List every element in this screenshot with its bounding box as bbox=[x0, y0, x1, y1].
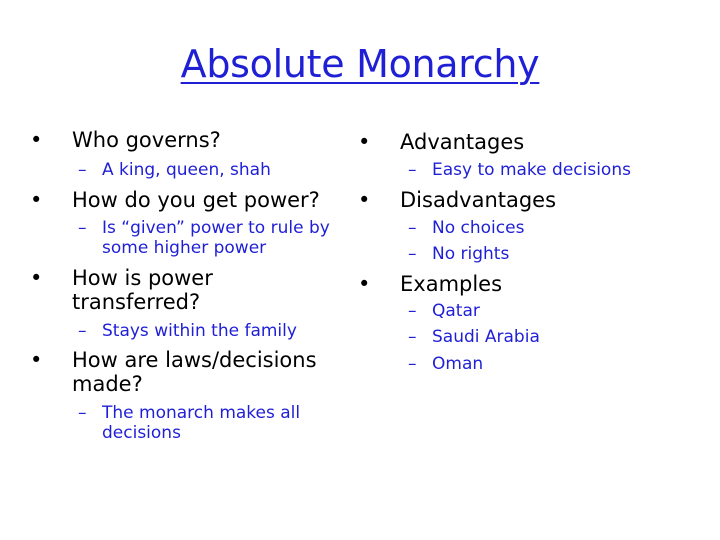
bullet-icon: • bbox=[30, 188, 43, 212]
question-text: How do you get power? bbox=[72, 188, 320, 212]
example-item bbox=[408, 354, 484, 374]
item-text: Qatar bbox=[432, 301, 480, 321]
question-text-line2: transferred? bbox=[72, 290, 201, 314]
item-text: Oman bbox=[432, 354, 484, 374]
example-item bbox=[408, 327, 540, 347]
answer-get-power bbox=[78, 218, 330, 258]
answer-text: Stays within the family bbox=[102, 321, 297, 341]
dash-icon: – bbox=[408, 327, 417, 347]
question-who-governs bbox=[30, 128, 221, 152]
answer-laws-made bbox=[78, 403, 301, 443]
dash-icon: – bbox=[78, 160, 87, 180]
bullet-icon: • bbox=[30, 128, 43, 152]
answer-who-governs bbox=[78, 160, 271, 180]
question-text-line1: How are laws/decisions bbox=[72, 348, 317, 372]
dash-icon: – bbox=[408, 218, 417, 238]
bullet-icon: • bbox=[358, 188, 371, 212]
slide-title: Absolute Monarchy bbox=[180, 42, 540, 86]
dash-icon: – bbox=[408, 244, 417, 264]
question-text-line2: made? bbox=[72, 372, 143, 396]
answer-text-line2: some higher power bbox=[102, 238, 267, 258]
dash-icon: – bbox=[78, 403, 87, 423]
question-text-line1: How is power bbox=[72, 266, 213, 290]
question-laws-made bbox=[30, 348, 317, 396]
answer-power-transferred bbox=[78, 321, 297, 341]
item-text: Saudi Arabia bbox=[432, 327, 540, 347]
answer-text-line2: decisions bbox=[102, 423, 181, 443]
dash-icon: – bbox=[78, 321, 87, 341]
dash-icon: – bbox=[408, 301, 417, 321]
answer-text: A king, queen, shah bbox=[102, 160, 271, 180]
bullet-icon: • bbox=[30, 348, 43, 372]
disadvantage-item bbox=[408, 218, 525, 238]
dash-icon: – bbox=[408, 354, 417, 374]
item-text: Easy to make decisions bbox=[432, 160, 631, 180]
heading-examples bbox=[358, 272, 503, 296]
example-item bbox=[408, 301, 480, 321]
bullet-icon: • bbox=[358, 272, 371, 296]
item-text: No rights bbox=[432, 244, 510, 264]
question-power-transferred bbox=[30, 266, 213, 314]
disadvantage-item bbox=[408, 244, 510, 264]
question-get-power bbox=[30, 188, 320, 212]
heading-text: Advantages bbox=[400, 130, 525, 154]
bullet-icon: • bbox=[30, 266, 43, 290]
dash-icon: – bbox=[408, 160, 417, 180]
heading-advantages bbox=[358, 130, 525, 154]
answer-text-line1: The monarch makes all bbox=[102, 403, 301, 423]
answer-text-line1: Is “given” power to rule by bbox=[102, 218, 330, 238]
advantage-item bbox=[408, 160, 631, 180]
bullet-icon: • bbox=[358, 130, 371, 154]
item-text: No choices bbox=[432, 218, 525, 238]
heading-text: Examples bbox=[400, 272, 503, 296]
heading-text: Disadvantages bbox=[400, 188, 557, 212]
dash-icon: – bbox=[78, 218, 87, 238]
heading-disadvantages bbox=[358, 188, 557, 212]
question-text: Who governs? bbox=[72, 128, 221, 152]
